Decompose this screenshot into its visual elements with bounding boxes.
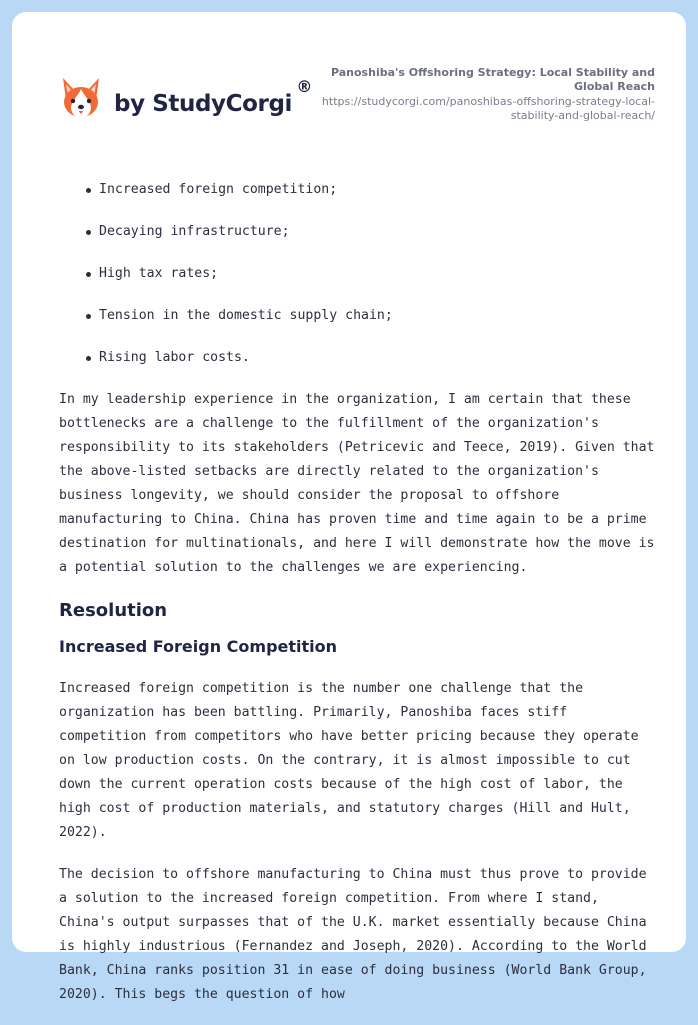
intro-paragraph: In my leadership experience in the organization, I am certain that these bottlenecks are a challenge to the fulfillment of the organization's responsibility to its stakeholders (Petricevic and Teece, 2019). Given that the above-listed setbacks are directly related to the organization's business longevity, we should consider the proposal to offshore manufacturing to China. China has proven time and time again to be a prime destination for multinationals, and here I will demonstrate how the move is a potential solution to the challenges we are experiencing.	[59, 392, 655, 575]
brand-name: by StudyCorgi ®	[114, 77, 313, 117]
bullet-list	[59, 178, 655, 370]
heading-increased-foreign-competition: Increased Foreign Competition	[59, 637, 338, 656]
competition-paragraph-1: Increased foreign competition is the number one challenge that the organization has been battling. Primarily, Panoshiba faces stiff competition from competitors who have better pricing because they operate on low production costs. On the contrary, it is almost impossible to cut down the current operation costs because of the high cost of labor, the high cost of production materials, and statutory charges (Hill and Hult, 2022).	[59, 681, 639, 840]
registered-mark: ®	[296, 77, 313, 96]
corgi-logo-icon	[60, 76, 102, 120]
studycorgi-logo[interactable]	[60, 76, 313, 120]
article-body	[59, 178, 655, 1025]
list-item: Decaying infrastructure;	[99, 220, 655, 244]
document-page	[12, 12, 686, 1002]
list-item: Increased foreign competition;	[99, 178, 655, 202]
heading-resolution: Resolution	[59, 600, 168, 621]
document-title: Panoshiba's Offshoring Strategy: Local Stability and Global Reach	[330, 66, 655, 93]
list-item: High tax rates;	[99, 262, 655, 286]
document-meta	[295, 66, 655, 123]
list-item: Rising labor costs.	[99, 346, 655, 370]
list-item: Tension in the domestic supply chain;	[99, 304, 655, 328]
competition-paragraph-2: The decision to offshore manufacturing to China must thus prove to provide a solution to the increased foreign competition. From where I stand, China's output surpasses that of the U.K. market essentially because China is highly industrious (Fernandez and Joseph, 2020). According to the World Bank, China ranks position 31 in ease of doing business (World Bank Group, 2020). This begs the question of how	[59, 867, 647, 1002]
document-url[interactable]: https://studycorgi.com/panoshibas-offshoring-strategy-local-stability-and-global-reach/	[321, 95, 655, 122]
